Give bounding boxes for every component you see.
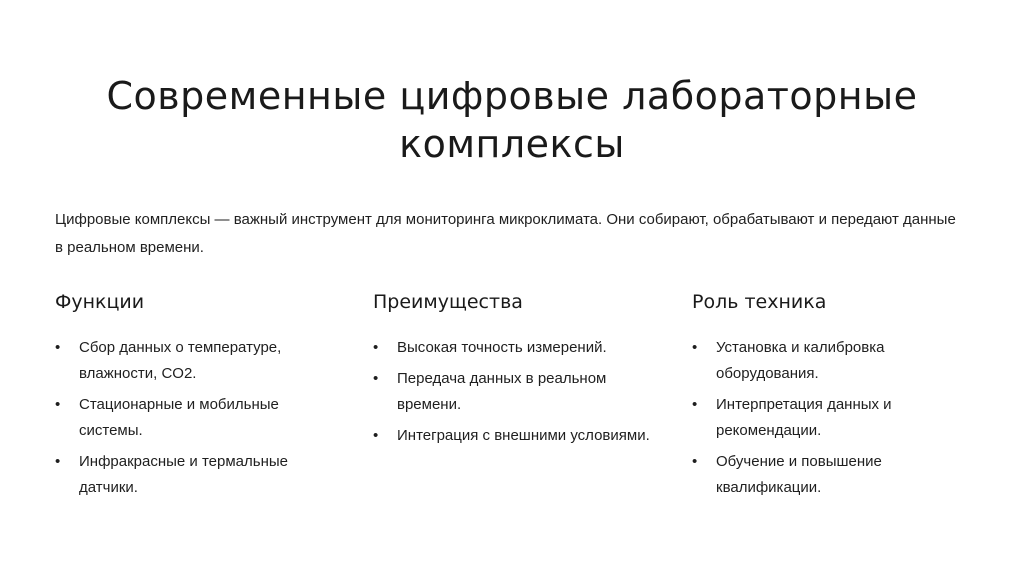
- bullet-icon: •: [692, 396, 698, 413]
- list-item-text: Обучение и повышение квалификации.: [716, 453, 882, 496]
- slide-title: Современные цифровые лабораторные комплексы: [106, 74, 918, 166]
- list-item: [373, 423, 663, 449]
- column-heading: Роль техника: [692, 291, 827, 313]
- column-heading: Преимущества: [373, 291, 523, 313]
- list-item-text: Стационарные и мобильные системы.: [79, 396, 279, 439]
- bullet-icon: •: [55, 339, 61, 356]
- list-item-text: Высокая точность измерений.: [397, 339, 607, 356]
- list-item: [692, 392, 982, 444]
- list-item: [373, 366, 663, 418]
- list-item: [55, 335, 345, 387]
- bullet-list: [373, 335, 663, 449]
- intro-paragraph: Цифровые комплексы — важный инструмент для мониторинга микроклимата. Они собирают, обрабатывают и передают данные в реальном времени.: [55, 211, 956, 256]
- list-item-text: Интерпретация данных и рекомендации.: [716, 396, 892, 439]
- bullet-icon: •: [55, 453, 61, 470]
- list-item: [55, 449, 345, 501]
- bullet-icon: •: [373, 370, 379, 387]
- bullet-icon: •: [373, 427, 379, 444]
- bullet-icon: •: [55, 396, 61, 413]
- column-advantages: [373, 288, 663, 454]
- list-item: [373, 335, 663, 361]
- list-item-text: Передача данных в реальном времени.: [397, 370, 607, 413]
- column-functions: [55, 288, 345, 506]
- column-heading: Функции: [55, 291, 145, 313]
- list-item: [692, 335, 982, 387]
- list-item-text: Сбор данных о температуре, влажности, CO2.: [79, 339, 282, 382]
- list-item: [692, 449, 982, 501]
- bullet-icon: •: [373, 339, 379, 356]
- bullet-icon: •: [692, 339, 698, 356]
- list-item-text: Интеграция с внешними условиями.: [397, 427, 650, 444]
- list-item-text: Установка и калибровка оборудования.: [716, 339, 885, 382]
- bullet-icon: •: [692, 453, 698, 470]
- list-item-text: Инфракрасные и термальные датчики.: [79, 453, 288, 496]
- bullet-list: [55, 335, 345, 501]
- column-technician-role: [692, 288, 982, 506]
- list-item: [55, 392, 345, 444]
- bullet-list: [692, 335, 982, 501]
